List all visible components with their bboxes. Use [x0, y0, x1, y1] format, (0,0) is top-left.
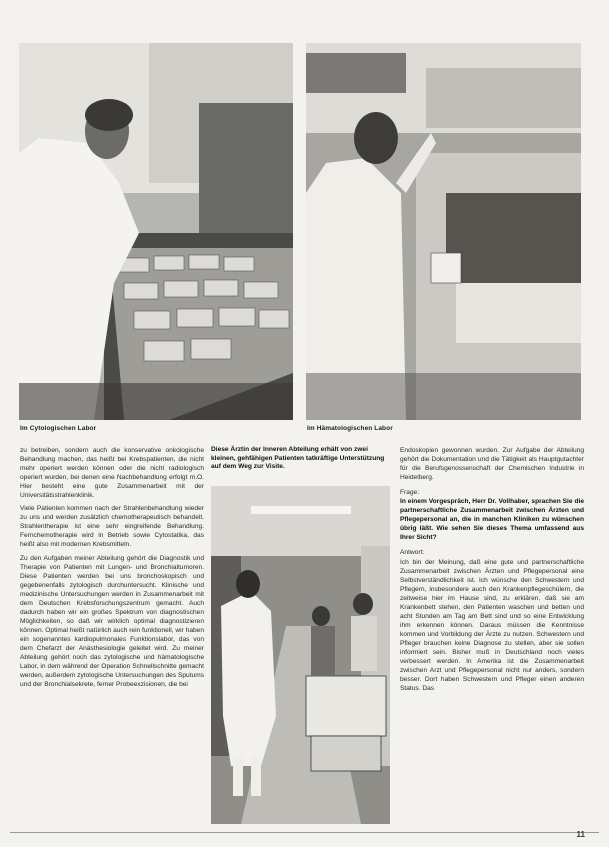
answer-text: Ich bin der Meinung, daß eine gute und partnerschaftliche Zusammenarbeit zwischen Ärzten und Pflegepersonal eine Selbstverständlichkeit ist. Ich wünsche den Schwestern und Pflegern, insbesondere auch den Krankenpflegeschülern, die zeitweise hier im Hause sind, zu erklären, daß sie am Krankenbett stehen, den Patienten waschen und betten und acht Stunden am Tag am Bett sind und so eine Entwicklung ihm erkennen können. Daraus müssen die Kenntnisse kommen und Vorbildung der Ärzte zu nutzen. Schwestern und Pfleger brauchen keine Diagnose zu stellen, aber sie sollen informiert sein. Bisher muß in Deutschland noch vieles verbessert werden. In Amerika ist die Zusammenarbeit zwischen Arzt und Pflegepersonal nicht nur anders, sondern besser. Dort haben Schwestern und Pfleger einen anderen Status. Das [400, 558, 584, 693]
photo-left-caption: Im Cytologischen Labor [20, 425, 97, 432]
body-paragraph: Zu den Aufgaben meiner Abteilung gehört die Diagnostik und Therapie von Patienten mit Lungen- und Bronchialtumoren. Diese Patienten werden bei uns bronchoskopisch und gegebenenfalls zytologisch durchuntersucht. Klinische und medizinische Untersuchungen werden in Zusammenarbeit mit dem Deutschen Krebsforschungszentrum gemacht. Auch dadurch haben wir ein großes Spektrum von diagnostischen Möglichkeiten, so daß wir wirklich optimal diagnostizieren können. Optimal heißt natürlich auch rein funktionell, wir haben ein sogenanntes kardiopulmonales Funktionslabor, das von dem Chefarzt der Anästhesiologie geleitet wird. Zu meiner Abteilung gehört noch das zytologische und hämatologische Labor, in dem während der Operation Schnellschnitte gemacht werden, außerdem zytologische Untersuchungen des Sputums und der Bronchialsekrete, ferner Probeexzisionen, die bei [20, 554, 204, 689]
footer-rule [10, 832, 599, 833]
body-paragraph: Endoskopien gewonnen wurden. Zur Aufgabe der Abteilung gehört die Dokumentation und die Tätigkeit als Hauptgutachter für die Berufsgenossenschaft der Chemischen Industrie in Heidelberg. [400, 447, 584, 482]
body-paragraph: Viele Patienten kommen nach der Strahlenbehandlung wieder zu uns und werden zusätzlich chemotherapeutisch behandelt. Strahlentherapie ist eine sehr eingreifende Behandlung. Fernchemotherapie wird in Betrieb sowie Cytostatika, das heißt also mit modernen Krebsmitteln. [20, 505, 204, 549]
question-text: In einem Vorgespräch, Herr Dr. Vollhaber, sprachen Sie die partnerschaftliche Zusammenarbeit zwischen Ärzten und Pflegepersonal an, die in manchen Kliniken zu wünschen übrig läßt. Wie sehen Sie dieses Thema umfassend aus Ihrer Sicht? [400, 498, 584, 542]
photo-middle-caption: Diese Ärztin der Inneren Abteilung erhält von zwei kleinen, gehfähigen Patienten tatkräftige Unterstützung auf dem Weg zur Visite. [211, 446, 385, 471]
photo-right-caption: Im Hämatologischen Labor [307, 425, 393, 432]
answer-label: Antwort: [400, 549, 425, 557]
body-paragraph: zu betreiben, sondern auch die konservative onkologische Behandlung machen, das heißt bei Krebspatienten, die nicht mehr operiert werden können oder die nicht radiologisch operiert wurden, bei denen eine Nachbehandlung erfolgt m.O. Hier besteht eine gute Zusammenarbeit mit der Universitätsstrahlenklinik. [20, 447, 204, 500]
question-label: Frage: [400, 489, 420, 497]
page-number: 11 [576, 830, 585, 839]
photo-doctor-with-children [211, 486, 390, 824]
text-column-1 [20, 446, 204, 821]
photo-cytology-lab [19, 43, 293, 420]
text-column-3 [400, 446, 584, 828]
photo-hematology-lab [306, 43, 581, 420]
